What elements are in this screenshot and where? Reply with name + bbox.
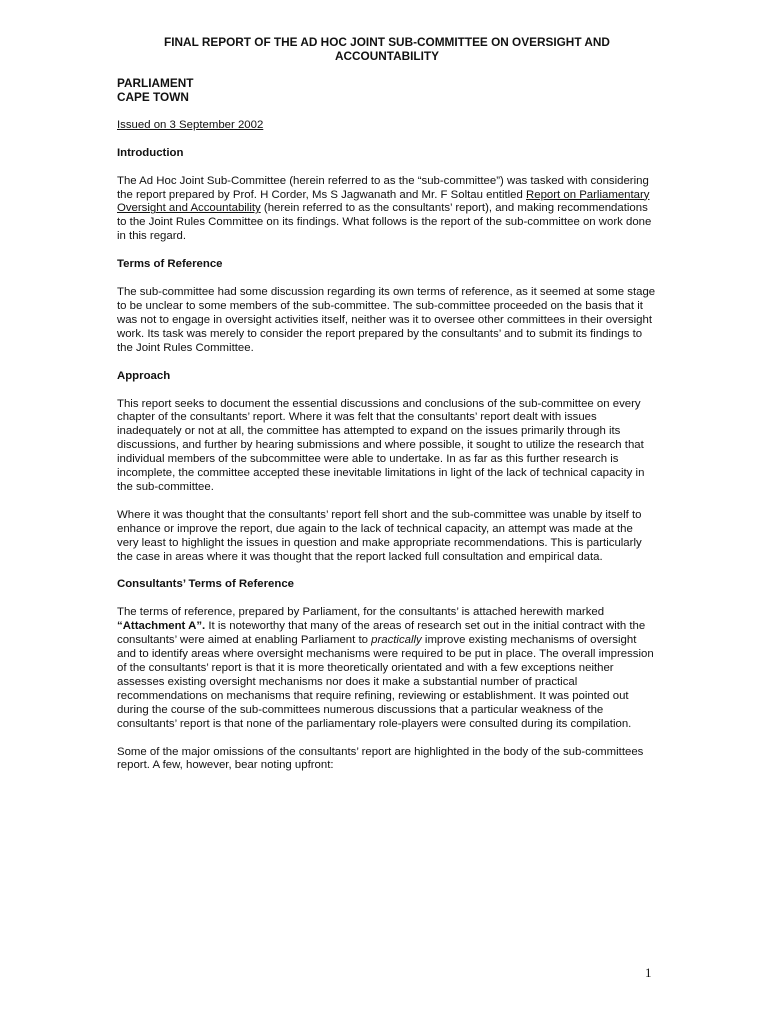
report-title-reference: Report on Parliamentary Oversight and Accountability xyxy=(117,188,650,215)
approach-heading: Approach xyxy=(117,369,171,382)
approach-paragraph-1: This report seeks to document the essential discussions and conclusions of the sub-committee on every chapter of the consultants’ report. Where it was felt that the consultants’ report dealt with issues inadequately or not at all, the committee has attempted to expand on the issues primarily through its discussions, and further by hearing submissions and where possible, it sought to utilize the research that individual members of the subcommittee were able to undertake. In as far as this further research is incomplete, the committee accepted these inevitable limitations in light of the lack of technical capacity in the sub-committee. xyxy=(117,397,645,493)
cons-text-b: It is noteworthy that many of the areas of research set out in the initial contract with the consultants’ were aimed at enabling Parliament to xyxy=(117,620,646,647)
issue-date: Issued on 3 September 2002 xyxy=(117,118,264,131)
intro-text-a: The Ad Hoc Joint Sub-Committee (herein referred to as the “sub-committee”) was tasked with considering the report prepared by Prof. H Corder, Ms S Jagwanath and Mr. F Soltau entitled xyxy=(117,174,649,201)
report-title xyxy=(107,35,667,63)
parliament-label: PARLIAMENT xyxy=(117,76,194,90)
terms-paragraph: The sub-committee had some discussion regarding its own terms of reference, as it seemed at some stage to be unclear to some members of the sub-committee. The sub-committee proceeded on the basis that it was not to engage in oversight activities itself, neither was it to oversee other committees in their oversight work. Its task was merely to consider the report prepared by the consultants’ and to submit its findings to the Joint Rules Committee. xyxy=(117,286,656,354)
consultants-terms-paragraph-1 xyxy=(117,606,657,731)
terms-heading: Terms of Reference xyxy=(117,258,223,271)
report-title-line2: ACCOUNTABILITY xyxy=(335,49,439,63)
consultants-terms-paragraph-2: Some of the major omissions of the consultants’ report are highlighted in the body of the sub-committees report. A few, however, bear noting upfront: xyxy=(117,745,644,772)
cons-text-c: improve existing mechanisms of oversight and to identify areas where oversight mechanisms were required to be put in place. The overall impression of the consultants’ report is that it is more theoretically orientated and with a few exceptions neither assesses existing oversight mechanisms nor does it make a substantial number of practical recommendations on mechanisms that require refining, reviewing or establishment. It was pointed out during the course of the sub-committees numerous discussions that a particular weakness of the consultants’ report is that none of the parliamentary role-players were consulted during its compilation. xyxy=(117,634,654,730)
introduction-paragraph xyxy=(117,175,657,245)
cons-text-a: The terms of reference, prepared by Parliament, for the consultants’ is attached herewith marked xyxy=(117,606,605,619)
approach-paragraph-2: Where it was thought that the consultants’ report fell short and the sub-committee was unable by itself to enhance or improve the report, due again to the lack of technical capacity, an attempt was made at the very least to highlight the issues in question and make appropriate recommendations. This is particularly the case in areas where it was thought that the report lacked full consultation and empirical data. xyxy=(117,508,642,563)
consultants-terms-heading: Consultants’ Terms of Reference xyxy=(117,578,295,591)
attachment-reference: “Attachment A”. xyxy=(117,620,206,633)
intro-text-b: (herein referred to as the consultants’ report), and making recommendations to the Joint Rules Committee on its findings. What follows is the report of the sub-committee on work done in this regard. xyxy=(117,202,652,243)
page-number: 1 xyxy=(645,965,652,980)
location-block xyxy=(117,77,657,105)
document-page xyxy=(117,35,657,773)
report-title-line1: FINAL REPORT OF THE AD HOC JOINT SUB-COMMITTEE ON OVERSIGHT AND xyxy=(164,35,610,49)
introduction-heading: Introduction xyxy=(117,146,184,159)
emphasis-practically: practically xyxy=(371,634,422,647)
city-label: CAPE TOWN xyxy=(117,89,189,104)
